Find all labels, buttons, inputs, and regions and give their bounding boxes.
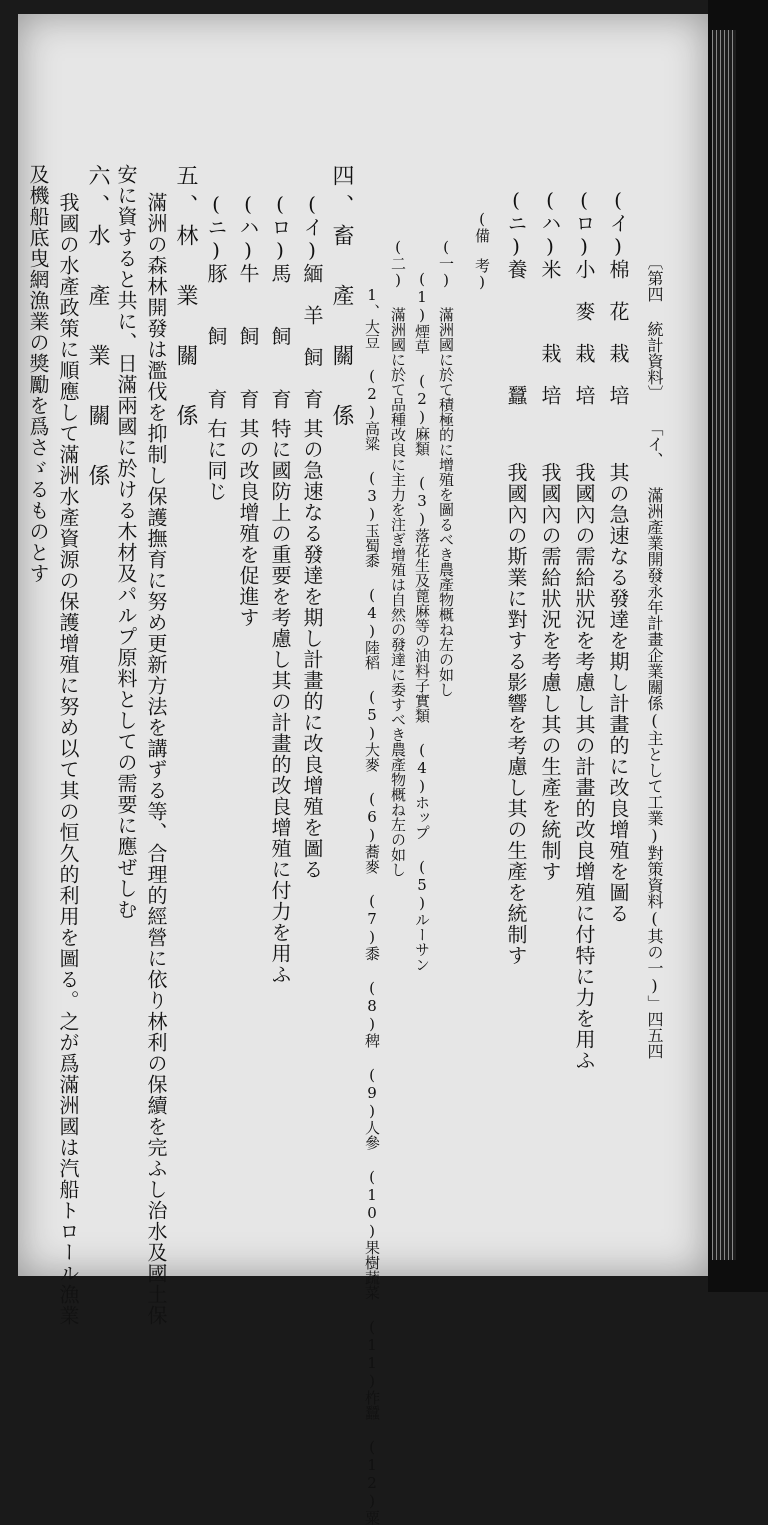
silk-label: (ニ)養 蠶	[504, 188, 528, 406]
remarks-label: (備 考)	[473, 210, 491, 291]
silk-text: 我國內の斯業に對する影響を考慮し其の生產を統制す	[504, 462, 528, 966]
cotton-label: (イ)棉 花 栽 培	[606, 188, 630, 406]
horse-text: 特に國防上の重要を考慮し其の計畫的改良增殖に付力を用ふ	[268, 418, 292, 985]
note2-items: 1、大豆 (2)高粱 (3)玉蜀黍 (4)陸稻 (5)大麥 (6)蕎麥 (7)黍 (8)稗 (9)人參 (10)果樹蔬菜 (11)柞蠶 (12)粟	[363, 286, 381, 1525]
page-header: 〔第四 統計資料〕 「イ、 滿洲產業開發永年計畫企業關係(主として工業)對策資料(其の一)」四五四	[645, 254, 664, 1059]
pig-label: (ニ)豚 飼 育	[204, 192, 228, 410]
section-5-heading: 五、林 業 關 係	[173, 164, 198, 434]
horse-label: (ロ)馬 飼 育	[268, 192, 292, 410]
rice-label: (ハ)米 栽 培	[538, 188, 562, 406]
scanned-page	[18, 14, 708, 1525]
section-6-heading: 六、水 產 業 關 係	[85, 164, 110, 494]
wheat-text: 我國內の需給狀況を考慮し其の計畫的改良增殖に付特に力を用ふ	[572, 462, 596, 1071]
sheep-text: 其の急速なる發達を期し計畫的に改良增殖を圖る	[300, 418, 324, 880]
section-4-heading: 四、畜 產 關 係	[329, 164, 354, 434]
sheep-label: (イ)緬 羊 飼 育	[300, 192, 324, 410]
fishery-line-2: 及機船底曳網漁業の獎勵を爲さゞるものとす	[26, 164, 50, 584]
cattle-label: (ハ)牛 飼 育	[236, 192, 260, 410]
fishery-line-1: 我國の水產政策に順應して滿洲水產資源の保護增殖に努め以て其の恒久的利用を圖る。之が爲滿洲國は汽船トロール漁業	[56, 192, 80, 1326]
pig-text: 右に同じ	[204, 418, 228, 502]
rice-text: 我國內の需給狀況を考慮し其の生產を統制す	[538, 462, 562, 882]
note1: (一) 滿洲國に於て積極的に增殖を圖るべき農產物概ね左の如し	[437, 238, 455, 697]
cotton-text: 其の急速なる發達を期し計畫的に改良增殖を圖る	[606, 462, 630, 924]
forest-line-2: 安に資すると共に、日滿兩國に於ける木材及パルプ原料としての需要に應ぜしむ	[114, 164, 138, 920]
note1-items: (1)煙草 (2)麻類 (3)落花生及蓖麻等の油料子實類 (4)ホップ (5)ルーサン	[413, 270, 431, 972]
note2: (二) 滿洲國に於て品種改良に主力を注ぎ增殖は自然の發達に委すべき農產物概ね左の如し	[389, 238, 407, 877]
wheat-label: (ロ)小 麥 栽 培	[572, 188, 596, 406]
cattle-text: 其の改良增殖を促進す	[236, 418, 260, 628]
page-stack-edges	[712, 30, 736, 1260]
forest-line-1: 滿洲の森林開發は濫伐を抑制し保護撫育に努め更新方法を講ずる等、合理的經營に依り林利の保續を完ふし治水及國土保	[144, 192, 168, 1326]
